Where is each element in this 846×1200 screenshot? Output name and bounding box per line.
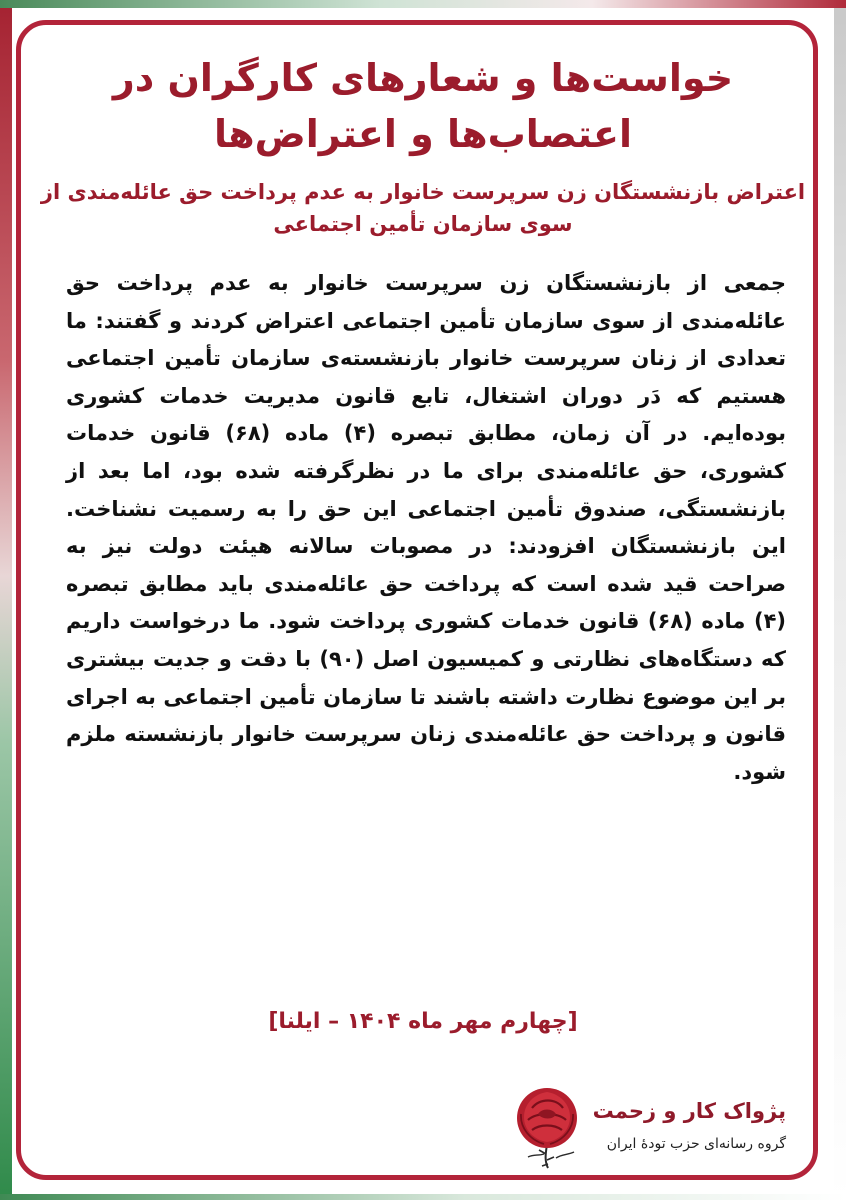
top-decorative-stripe xyxy=(0,0,846,8)
document-source: [چهارم مهر ماه ۱۴۰۴ – ایلنا] xyxy=(268,1009,578,1034)
logo-name: پژواک کار و زحمت xyxy=(592,1099,786,1123)
document-body: جمعی از بازنشستگان زن سرپرست خانوار به عدم پرداخت حق عائله‌مندی از سوی سازمان تأمین اجتماعی اعتراض کردند و گفتند: ما تعدادی از زنان سرپرست خانوار بازنشسته‌ی سازمان تأمین اجتماعی هستیم که دَر دوران اشتغال، تابع قانون مدیریت خدمات کشوری بوده‌ایم. در آن زمان، مطابق تبصره (۴) ماده (۶۸) قانون خدمات کشوری، حق عائله‌مندی برای ما در نظرگرفته شده بود، اما بعد از بازنشستگی، صندوق تأمین اجتماعی این حق را به رسمیت نشناخت. این بازنشستگان افزودند: در مصوبات سالانه هیئت دولت نیز به صراحت قید شده است که پرداخت حق عائله‌مندی باید مطابق تبصره (۴) ماده (۶۸) قانون خدمات کشوری پرداخت شود. ما درخواست داریم که دستگاه‌های نظارتی و کمیسیون اصل (۹۰) با دقت و جدیت بیشتری بر این موضوع نظارت داشته باشند تا سازمان تأمین اجتماعی به اجرای قانون و پرداخت حق عائله‌مندی زنان سرپرست خانوار بازنشسته ملزم شود. xyxy=(66,271,787,784)
left-decorative-stripe xyxy=(0,0,12,1200)
document-title: خواست‌ها و شعارهای کارگران در اعتصاب‌ها و اعتراض‌ها xyxy=(112,56,734,156)
document-subtitle: اعتراض بازنشستگان زن سرپرست خانوار به عدم پرداخت حق عائله‌مندی از سوی سازمان تأمین اجتماعی xyxy=(40,180,806,236)
right-decorative-stripe xyxy=(834,0,846,1200)
bottom-decorative-stripe xyxy=(0,1194,846,1200)
logo-tagline: گروه رسانه‌ای حزب تودهٔ ایران xyxy=(606,1136,786,1152)
